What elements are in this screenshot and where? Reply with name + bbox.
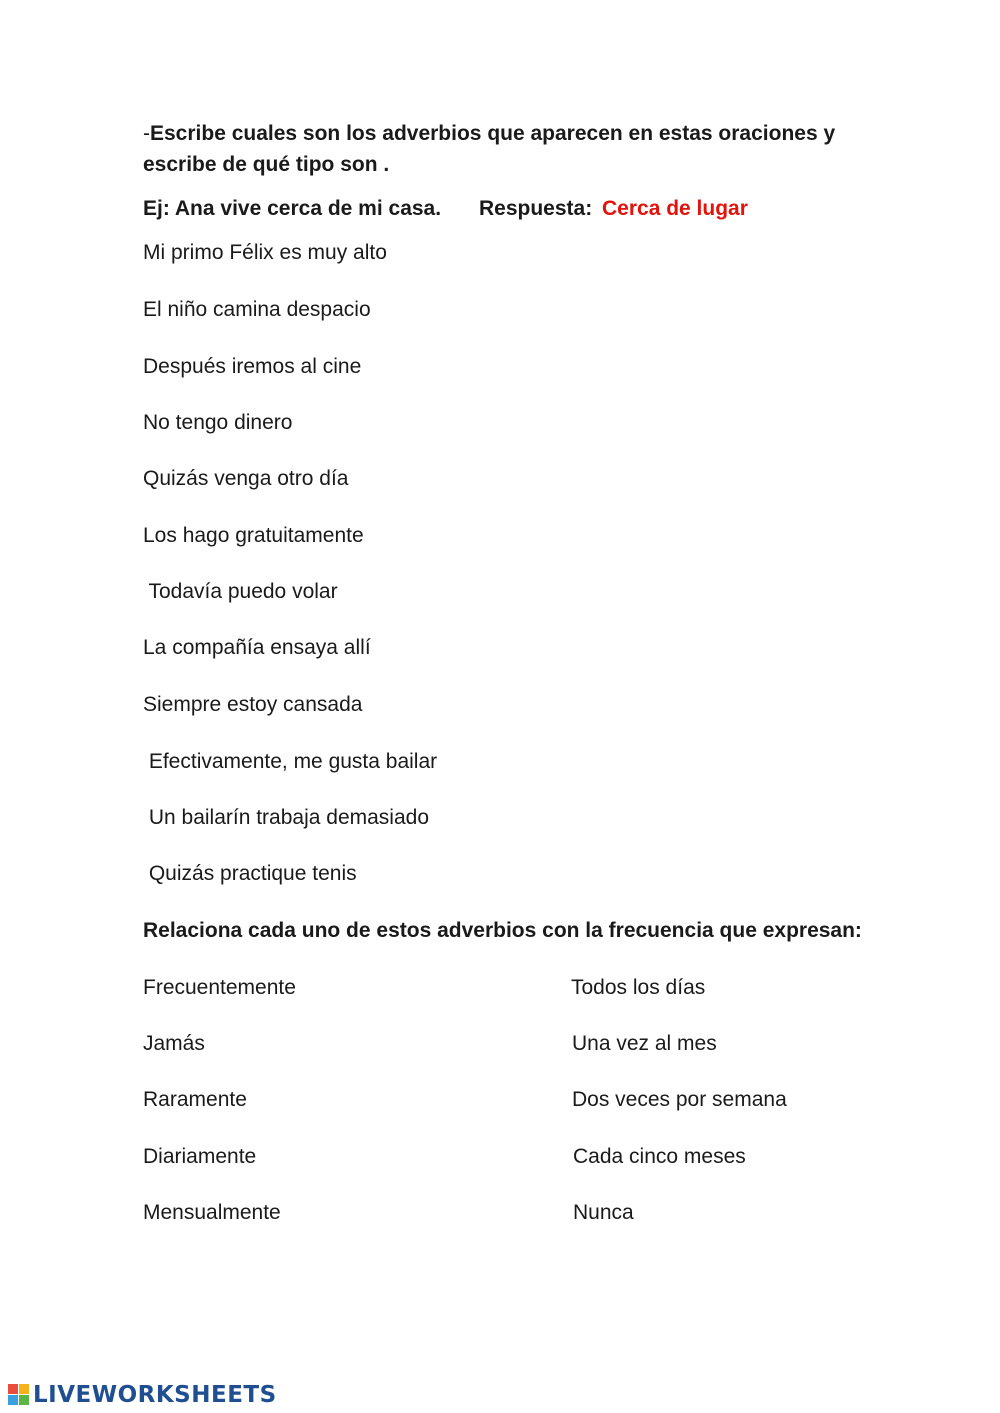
frequency-5: Nunca xyxy=(573,1201,634,1224)
example-answer-label: Respuesta: xyxy=(479,197,593,220)
sentence-7: Todavía puedo volar xyxy=(143,580,338,603)
example-sentence: Ej: Ana vive cerca de mi casa. xyxy=(143,197,442,220)
example-answer: Cerca de lugar xyxy=(602,197,748,220)
sentence-8: La compañía ensaya allí xyxy=(143,636,371,659)
sentence-11: Un bailarín trabaja demasiado xyxy=(143,806,430,829)
sentence-12: Quizás practique tenis xyxy=(143,862,357,885)
logo-text: LIVEWORKSHEETS xyxy=(33,1382,277,1408)
adverb-2: Jamás xyxy=(143,1032,205,1055)
adverb-3: Raramente xyxy=(143,1088,247,1111)
adverb-5: Mensualmente xyxy=(143,1201,281,1224)
frequency-3: Dos veces por semana xyxy=(572,1088,787,1111)
liveworksheets-logo-icon xyxy=(8,1384,30,1406)
sentence-6: Los hago gratuitamente xyxy=(143,524,364,547)
sentence-5: Quizás venga otro día xyxy=(143,467,349,490)
sentence-9: Siempre estoy cansada xyxy=(143,693,363,716)
instructions-text-1: Escribe cuales son los adverbios que aparecen en estas oraciones y xyxy=(150,122,836,145)
instructions-line-1 xyxy=(143,121,835,147)
frequency-2: Una vez al mes xyxy=(572,1032,717,1055)
sentence-1: Mi primo Félix es muy alto xyxy=(143,241,387,264)
liveworksheets-logo[interactable] xyxy=(8,1382,277,1408)
frequency-4: Cada cinco meses xyxy=(573,1145,746,1168)
instructions-dash: - xyxy=(143,122,150,145)
adverb-1: Frecuentemente xyxy=(143,976,296,999)
sentence-4: No tengo dinero xyxy=(143,411,293,434)
frequency-1: Todos los días xyxy=(571,976,706,999)
matching-heading: Relaciona cada uno de estos adverbios con la frecuencia que expresan: xyxy=(143,919,862,942)
instructions-line-2: escribe de qué tipo son . xyxy=(143,153,390,176)
sentence-2: El niño camina despacio xyxy=(143,298,371,321)
sentence-3: Después iremos al cine xyxy=(143,355,362,378)
adverb-4: Diariamente xyxy=(143,1145,257,1168)
sentence-10: Efectivamente, me gusta bailar xyxy=(143,750,438,773)
